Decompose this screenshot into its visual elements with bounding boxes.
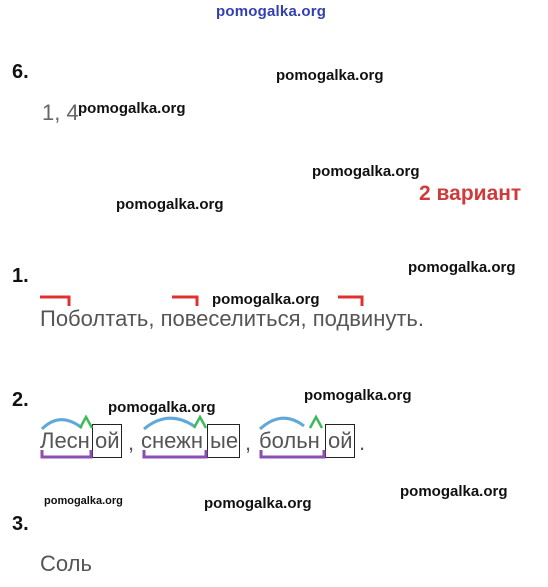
watermark: pomogalka.org xyxy=(212,291,320,308)
task6-number: 6. xyxy=(12,61,29,83)
word-lesnoy-stem: Лесн xyxy=(40,428,90,453)
watermark: pomogalka.org xyxy=(408,259,516,276)
watermark: pomogalka.org xyxy=(108,399,216,416)
task3-number: 3. xyxy=(12,513,29,535)
prefix-mark xyxy=(172,297,197,306)
task1-text: Поболтать, повеселиться, подвинуть. xyxy=(40,306,424,331)
prefix-mark xyxy=(40,297,69,306)
word-snezhnye-stem: снежн xyxy=(141,428,204,453)
watermark: pomogalka.org xyxy=(44,495,123,507)
watermark: pomogalka.org xyxy=(312,163,420,180)
watermark: pomogalka.org xyxy=(116,196,224,213)
final-period: . xyxy=(359,430,366,455)
watermark: pomogalka.org xyxy=(400,483,508,500)
watermark: pomogalka.org xyxy=(204,495,312,512)
separator-comma: , xyxy=(245,430,252,455)
suffix-mark xyxy=(310,417,322,428)
suffix-mark xyxy=(80,417,92,428)
suffix-mark xyxy=(194,417,206,428)
prefix-mark xyxy=(338,297,362,306)
watermark: pomogalka.org xyxy=(304,387,412,404)
separator-comma: , xyxy=(128,430,135,455)
word-lesnoy-ending: ой xyxy=(92,424,122,458)
task1-number: 1. xyxy=(12,265,29,287)
watermark: pomogalka.org xyxy=(276,67,384,84)
watermark-top: pomogalka.org xyxy=(216,3,327,20)
variant-title: 2 вариант xyxy=(419,182,522,205)
watermark: pomogalka.org xyxy=(78,100,186,117)
word-bolnoy-ending: ой xyxy=(325,424,355,458)
task2-number: 2. xyxy=(12,389,29,411)
task6-answer: 1, 4 xyxy=(42,100,79,125)
task3-answer: Соль xyxy=(40,551,92,576)
word-bolnoy-stem: больн xyxy=(259,428,320,453)
word-snezhnye-ending: ые xyxy=(207,424,240,458)
